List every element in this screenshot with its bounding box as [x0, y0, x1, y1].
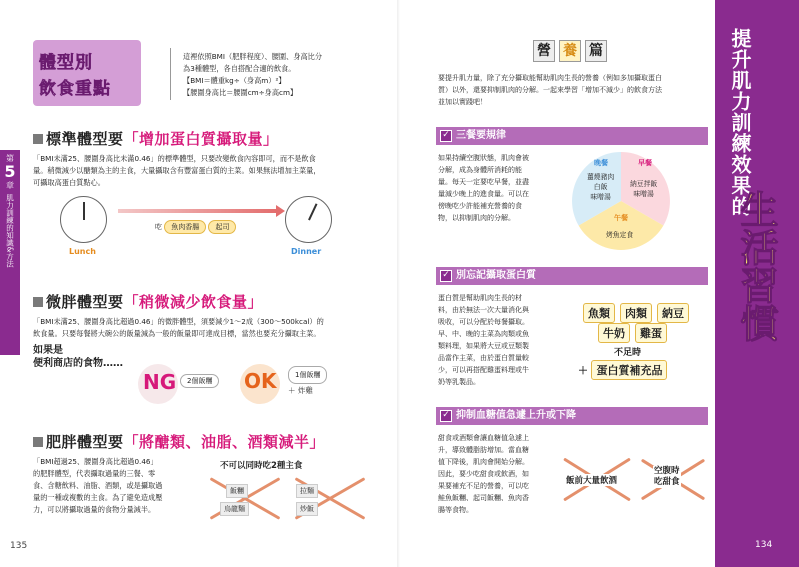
section-blood-sugar-bar — [436, 407, 708, 425]
ok-item-fried-chicken: ＋ 炸雞 — [288, 386, 313, 395]
dinner-label: Dinner — [291, 247, 322, 256]
arrow-bar — [118, 209, 278, 213]
text-line: 料，由於無法一次大量消化與 — [438, 306, 529, 314]
text-line: 甜食或酒類會讓血糖值急遽上 — [438, 434, 529, 442]
text-line: 品當作主菜，由於蛋白質量較 — [438, 354, 529, 362]
heading-prefix: 肥胖體型要 — [46, 433, 124, 451]
page-title-box — [33, 40, 141, 106]
sidebar-title: 生活習慣 — [734, 190, 778, 342]
text-line: 「BMI未滿25、腰圍身高比超過0.46」的微胖體型，須要減少1～2成（300～500kcal）的 — [33, 317, 324, 326]
no-two-staples-label: 不可以同時吃2種主食 — [220, 461, 303, 471]
text-line: 少，可以再搭配雞蛋料理或牛 — [438, 366, 529, 374]
store-line-2: 便利商店的食物…… — [33, 358, 123, 369]
section-overweight-text — [33, 316, 373, 340]
chapter-label: 第 — [6, 154, 14, 163]
intro-line: 為3種體型，各自搭配合適的飲食。 — [183, 64, 296, 73]
item-rice-ball: 飯糰 — [226, 484, 248, 498]
text-line: 量。稍微減少以醣類為主的主食，大量攝取含有豐富蛋白質的主菜。如果無法增加主菜量， — [33, 166, 321, 175]
chapter-number: 5 — [4, 162, 16, 181]
ng-item: 2個飯糰 — [180, 374, 219, 388]
lunch-items: 烤魚定食 — [606, 231, 634, 239]
text-line: 食、含糖飲料、油脂、酒類，或是攝取過 — [33, 481, 163, 490]
square-bullet-icon — [33, 437, 43, 447]
text-line: 奶等乳製品。 — [438, 378, 480, 386]
page-title — [39, 50, 111, 102]
section-blood-sugar-text — [438, 432, 568, 516]
text-line: 飲食量。只要每餐將大碗公的飯量減為一般的飯量即可達成目標，當然也要充分攝取主菜。 — [33, 329, 321, 338]
snack-row — [155, 220, 236, 234]
lunch-label: Lunch — [69, 247, 96, 256]
text-line: 量的一種或複數的主食。為了避免造成壓 — [33, 493, 163, 502]
text-line: 要提升肌力量，除了充分攝取能幫助肌肉生長的營養（例如多加攝取蛋白 — [438, 74, 662, 82]
section-standard-heading — [33, 128, 279, 149]
section-standard-text — [33, 153, 363, 189]
menu-item: 味噌湯 — [590, 193, 611, 201]
text-line: 量。每天一定要吃早餐，並盡 — [438, 178, 529, 186]
section-obese-text — [33, 456, 193, 516]
text-line: 類料理，如果將大豆或豆類製 — [438, 342, 529, 350]
protein-supplement: 蛋白質補充品 — [591, 360, 667, 380]
text-line: 力，可以將攝取過量的食物分量減半。 — [33, 505, 156, 514]
right-page — [400, 0, 799, 567]
food-milk: 牛奶 — [598, 323, 630, 343]
dinner-items — [587, 172, 614, 202]
section-protein-text — [438, 292, 568, 388]
protein-foods-row-2 — [598, 323, 667, 343]
check-icon: ✓ — [440, 270, 452, 282]
item-udon: 烏龍麵 — [220, 502, 249, 516]
convenience-store-label — [33, 344, 123, 370]
no-sweets-line-1: 空腹時 — [654, 466, 680, 476]
lack-label: 不足時 — [614, 348, 642, 358]
text-line: 分解，成為身體所消耗的能 — [438, 166, 522, 174]
heading-prefix: 微胖體型要 — [46, 293, 124, 311]
page-title-line-1: 體型別 — [39, 53, 93, 73]
menu-item: 白飯 — [593, 183, 608, 191]
clock-hand — [83, 202, 85, 220]
ng-label: NG — [143, 370, 177, 394]
supplement-row — [578, 360, 667, 380]
text-line: 的肥胖體型，代表攝取過量的三餐、零 — [33, 469, 156, 478]
section-regular-meals-bar — [436, 127, 708, 145]
chapter-unit: 章 — [6, 181, 14, 190]
snack-sausage: 魚肉香腸 — [164, 220, 206, 234]
arrow-head-icon — [276, 205, 285, 217]
no-alcohol-before-meal: 飯前大量飲酒 — [566, 476, 618, 486]
tag-char: 營 — [533, 40, 555, 62]
chapter-subtitle: 肌力訓練的知識&方法 — [5, 194, 15, 268]
intro-line: 這裡依照BMI（肥胖程度）、腰圍、身高比分 — [183, 52, 323, 61]
square-bullet-icon — [33, 134, 43, 144]
text-line: 因此，要少吃甜食或飲酒，如 — [438, 470, 529, 478]
text-line: 蛋白質是幫助肌肉生長的材 — [438, 294, 522, 302]
no-sweets-empty-stomach — [653, 466, 681, 488]
heading-prefix: 標準體型要 — [46, 130, 124, 148]
formula-waist: 【腰圍身高比＝腰圍cm÷身高cm】 — [183, 88, 298, 97]
square-bullet-icon — [33, 297, 43, 307]
text-line: 物，以抑制肌肉的分解。 — [438, 214, 515, 222]
nutrition-tag — [533, 40, 607, 62]
text-line: 腸等食物。 — [438, 506, 473, 514]
text-line: 「BMI超過25、腰圍身高比超過0.46」 — [33, 457, 158, 466]
text-line: 質）以外，還要抑制肌肉的分解。一起來學習「增加不減少」的飲食方法 — [438, 86, 662, 94]
item-fried-rice: 炒飯 — [296, 502, 318, 516]
text-line: 可攝取高蛋白質點心。 — [33, 178, 105, 187]
section-regular-meals-text — [438, 152, 568, 224]
dinner-clock-icon — [285, 196, 332, 243]
text-line: 量減少晚上的進食量。可以在 — [438, 190, 529, 198]
tag-char: 篇 — [585, 40, 607, 62]
menu-item: 薑燒豬肉 — [587, 173, 615, 181]
page-title-line-2: 飲食重點 — [39, 79, 111, 99]
lunch-slice-label: 午餐 — [614, 214, 628, 222]
text-line: 值下降後，肌肉會開始分解。 — [438, 458, 529, 466]
chapter-sidebar — [715, 0, 799, 567]
snack-cheese: 起司 — [208, 220, 236, 234]
ok-items — [288, 366, 327, 398]
food-egg: 雞蛋 — [635, 323, 667, 343]
breakfast-slice-label: 早餐 — [638, 159, 652, 167]
no-sweets-line-2: 吃甜食 — [654, 477, 680, 487]
section-title: 三餐要規律 — [456, 130, 506, 141]
check-icon: ✓ — [440, 410, 452, 422]
text-line: 吸收，可以分配於每餐攝取。 — [438, 318, 529, 326]
breakfast-items — [630, 179, 657, 199]
dinner-slice-label: 晚餐 — [594, 159, 608, 167]
ok-label: OK — [244, 369, 277, 393]
text-line: 如果持續空腹狀態，肌肉會被 — [438, 154, 529, 162]
section-overweight-heading — [33, 291, 263, 312]
ok-item-rice-ball: 1個飯糰 — [288, 366, 327, 384]
heading-emphasis: 「將醣類、油脂、酒類減半」 — [123, 433, 326, 451]
section-protein-bar — [436, 267, 708, 285]
tag-char: 養 — [559, 40, 581, 62]
protein-foods-row-1 — [583, 303, 689, 323]
store-line-1: 如果是 — [33, 345, 63, 356]
page-number: 134 — [755, 540, 773, 550]
text-line: 並加以實踐吧！ — [438, 98, 487, 106]
sidebar-subtitle: 提升肌力訓練效果的 — [728, 28, 752, 217]
section-obese-heading — [33, 431, 325, 452]
menu-item: 味噌湯 — [633, 190, 654, 198]
clock-hand — [308, 203, 317, 220]
check-icon: ✓ — [440, 130, 452, 142]
food-fish: 魚類 — [583, 303, 615, 323]
food-meat: 肉類 — [620, 303, 652, 323]
food-natto: 納豆 — [657, 303, 689, 323]
right-intro — [438, 72, 708, 108]
page-number: 135 — [10, 541, 28, 551]
item-ramen: 拉麵 — [296, 484, 318, 498]
heading-emphasis: 「增加蛋白質攝取量」 — [123, 130, 279, 148]
section-title: 別忘記攝取蛋白質 — [456, 270, 536, 281]
formula-bmi: 【BMI＝體重kg÷（身高m）²】 — [183, 76, 286, 85]
plus-sign: ＋ — [578, 366, 588, 377]
text-line: 升，導致體脂肪增加。當血糖 — [438, 446, 529, 454]
text-line: 傍晚吃少許能補充營養的食 — [438, 202, 522, 210]
text-line: 早、中、晚的主菜為肉類或魚 — [438, 330, 529, 338]
divider — [170, 48, 171, 100]
chapter-tab — [0, 150, 20, 355]
snack-prefix: 吃 — [155, 223, 162, 231]
lunch-clock-icon — [60, 196, 107, 243]
intro-text — [183, 51, 383, 99]
text-line: 「BMI未滿25、腰圍身高比未滿0.46」的標準體型，只要改變飲食內容即可，而不是飲食 — [33, 154, 316, 163]
menu-item: 納豆拌飯 — [630, 180, 658, 188]
text-line: 果要補充不足的營養，可以吃 — [438, 482, 529, 490]
section-title: 抑制血糖值急遽上升或下降 — [456, 410, 576, 421]
heading-emphasis: 「稍微減少飲食量」 — [123, 293, 264, 311]
text-line: 鮭魚飯糰、起司飯糰、魚肉香 — [438, 494, 529, 502]
